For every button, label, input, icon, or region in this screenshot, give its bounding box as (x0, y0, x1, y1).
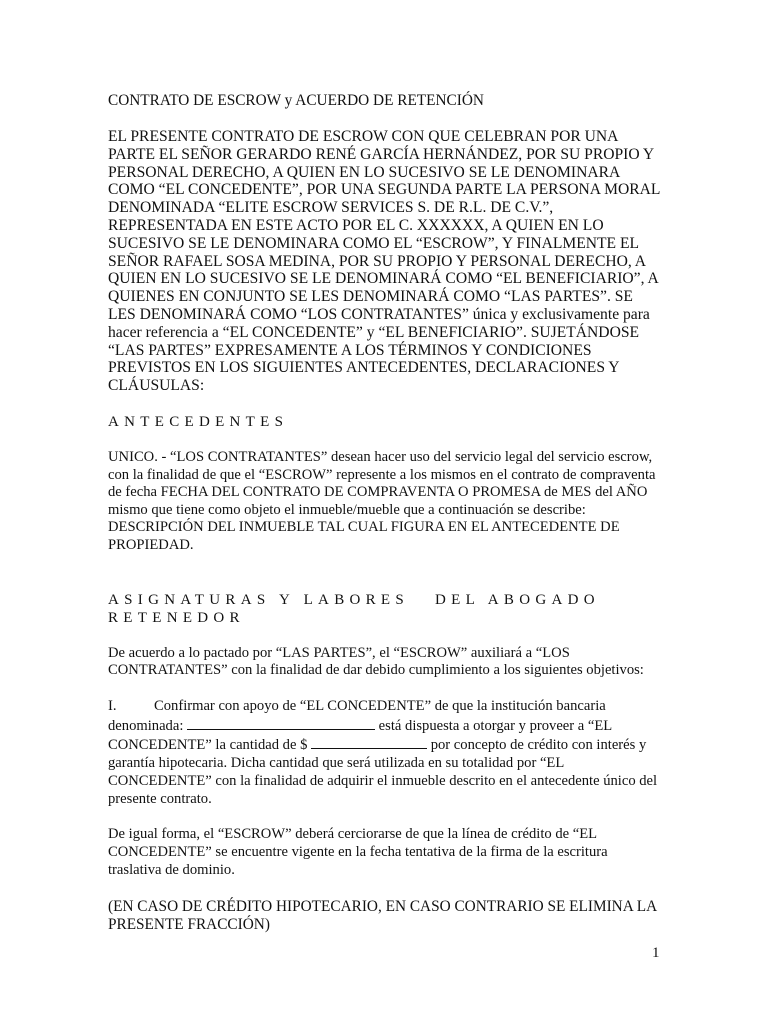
antecedentes-heading: ANTECEDENTES (108, 413, 289, 430)
bank-name-blank[interactable] (187, 716, 375, 730)
document-title: CONTRATO DE ESCROW y ACUERDO DE RETENCIÓN (108, 92, 484, 109)
item-text-2: está dispuesta a otorgar y proveer a “EL CONCEDENTE” la cantidad de $ (108, 717, 612, 754)
unico-paragraph: UNICO. - “LOS CONTRATANTES” desean hacer uso del servicio legal del servicio escrow, con la finalidad de que el “ESCROW” represente a los mismos en el contrato de compraventa de fecha FECHA DEL CONTRATO DE COMPRAVENTA O PROMESA de MES del AÑO mismo que tiene como objeto el inmueble/mueble que a continuación se describe: DESCRIPCIÓN DEL INMUEBLE TAL CUAL FIGURA EN EL ANTECEDENTE DE PROPIEDAD. (108, 448, 656, 553)
asignaturas-heading (108, 591, 660, 627)
asignaturas-heading-part1: ASIGNATURAS Y LABORES (108, 591, 410, 608)
item-number: I. (108, 697, 117, 714)
acuerdo-paragraph: De acuerdo a lo pactado por “LAS PARTES”, el “ESCROW” auxiliará a “LOS CONTRATANTES” con la finalidad de dar debido cumplimiento a los siguientes objetivos: (108, 644, 644, 679)
item-text-3: por concepto de crédito con interés y garantía hipotecaria. Dicha cantidad que será utilizada en su totalidad por “EL CONCEDENTE” con la finalidad de adquirir el inmueble descrito en el antecedente único del presente contrato. (108, 737, 658, 807)
document-page (108, 92, 660, 933)
page-number: 1 (652, 945, 660, 961)
intro-paragraph: EL PRESENTE CONTRATO DE ESCROW CON QUE CELEBRAN POR UNA PARTE EL SEÑOR GERARDO RENÉ GARCÍA HERNÁNDEZ, POR SU PROPIO Y PERSONAL DERECHO, A QUIEN EN LO SUCESIVO SE LE DENOMINARA COMO “EL CONCEDENTE”, POR UNA SEGUNDA PARTE LA PERSONA MORAL DENOMINADA “ELITE ESCROW SERVICES S. DE R.L. DE C.V.”, REPRESENTADA EN ESTE ACTO POR EL C. XXXXXX, A QUIEN EN LO SUCESIVO SE LE DENOMINARA COMO EL “ESCROW”, Y FINALMENTE EL SEÑOR RAFAEL SOSA MEDINA, POR SU PROPIO Y PERSONAL DERECHO, A QUIEN EN LO SUCESIVO SE LE DENOMINARÁ COMO “EL BENEFICIARIO”, A QUIENES EN CONJUNTO SE LES DENOMINARÁ COMO “LAS PARTES”. SE LES DENOMINARÁ COMO “LOS CONTRATANTES” única y exclusivamente para hacer referencia a “EL CONCEDENTE” y “EL BENEFICIARIO”. SUJETÁNDOSE “LAS PARTES” EXPRESAMENTE A LOS TÉRMINOS Y CONDICIONES PREVISTOS EN LOS SIGUIENTES ANTECEDENTES, DECLARACIONES Y CLÁUSULAS: (108, 128, 660, 395)
nota-paragraph: (EN CASO DE CRÉDITO HIPOTECARIO, EN CASO CONTRARIO SE ELIMINA LA PRESENTE FRACCIÓN) (108, 897, 657, 933)
item-text-1: Confirmar con apoyo de “EL CONCEDENTE” de que la institución bancaria denominada: (108, 697, 606, 734)
objective-item-1 (108, 698, 660, 809)
amount-blank[interactable] (311, 735, 427, 749)
asignaturas-heading-part2: DEL ABOGADO RETENEDOR (108, 591, 600, 626)
igual-paragraph: De igual forma, el “ESCROW” deberá cerciorarse de que la línea de crédito de “EL CONCEDENTE” se encuentre vigente en la fecha tentativa de la firma de la escritura traslativa de dominio. (108, 826, 608, 879)
